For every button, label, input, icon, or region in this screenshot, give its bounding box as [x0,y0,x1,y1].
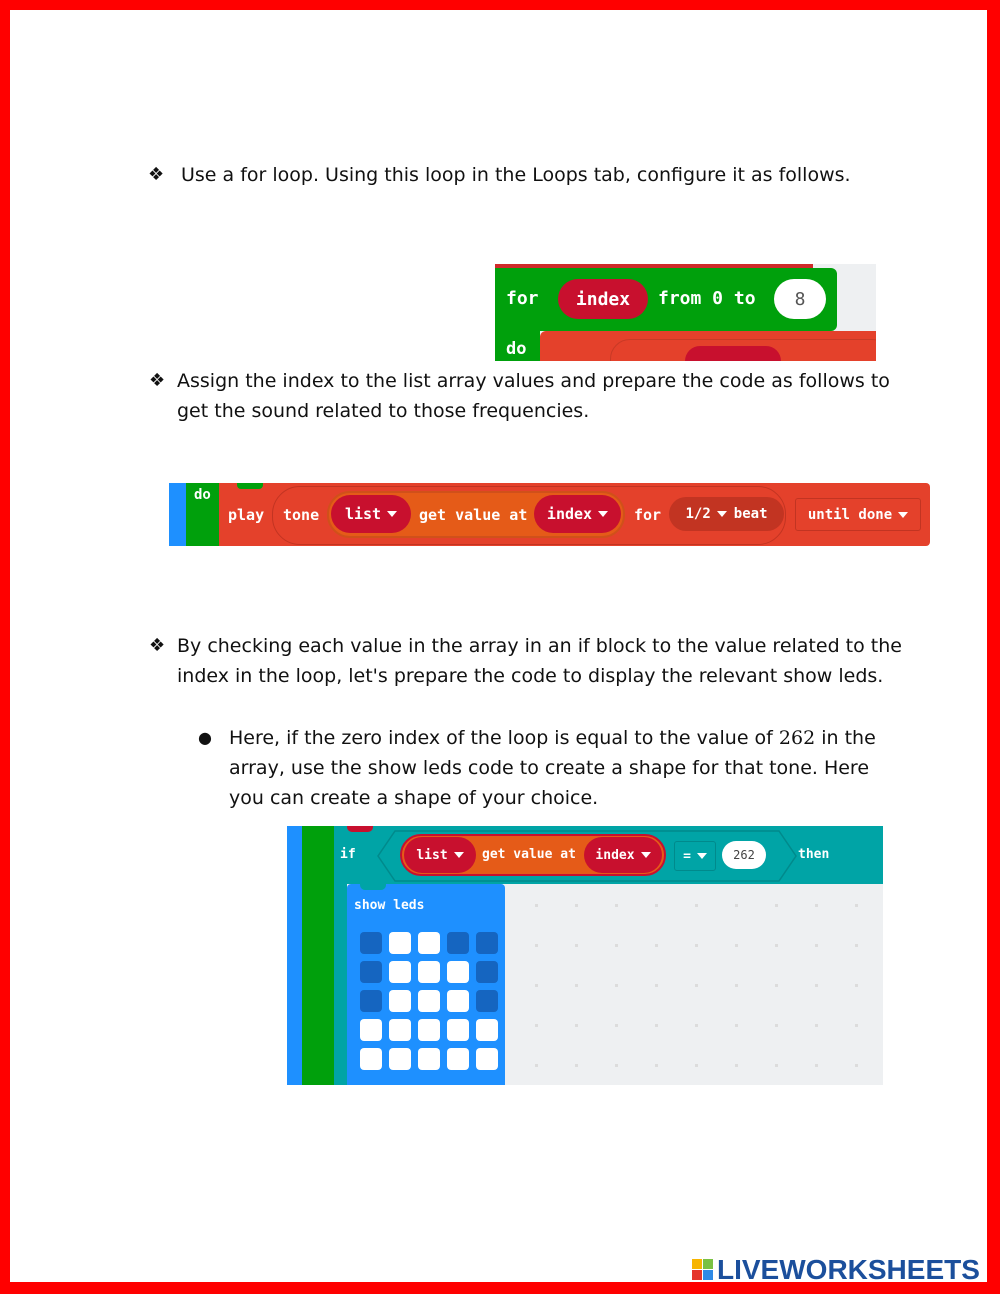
grid-dot [655,1024,658,1027]
grid-dot [695,1024,698,1027]
led-grid [360,932,500,1072]
grid-dot [855,984,858,987]
for-loop-block-image [495,264,876,361]
chevron-down-icon [697,853,707,859]
led-off[interactable] [360,932,382,954]
grid-dot [815,904,818,907]
grid-dot [655,904,658,907]
grid-dot [535,1024,538,1027]
grid-dot [615,944,618,947]
grid-dot [775,1024,778,1027]
grid-dot [695,944,698,947]
do-label: do [194,487,211,503]
led-off[interactable] [476,961,498,983]
grid-dot [735,1064,738,1067]
grid-dot [815,1024,818,1027]
led-on[interactable] [418,990,440,1012]
operator-dropdown[interactable]: = [674,841,716,871]
instruction-step-3: ❖ By checking each value in the array in an if block to the value related to the index in the loop, let's prepare the code to display the relevant show leds. [177,631,902,691]
grid-dot [775,904,778,907]
grid-dot [575,944,578,947]
grid-dot [615,1024,618,1027]
index-dropdown[interactable]: index [584,837,662,873]
led-on[interactable] [447,1048,469,1070]
grid-dot [775,944,778,947]
grid-dot [855,1024,858,1027]
if-keyword: if [340,847,356,862]
grid-dot [615,904,618,907]
index-dropdown[interactable]: index [534,495,621,533]
led-off[interactable] [476,990,498,1012]
led-on[interactable] [476,1019,498,1041]
diamond-bullet-icon: ❖ [149,370,166,391]
led-on[interactable] [476,1048,498,1070]
grid-dot [535,944,538,947]
until-done-dropdown[interactable]: until done [795,498,921,531]
instruction-step-1: ❖ Use a for loop. Using this loop in the Loops tab, configure it as follows. [181,160,851,190]
grid-dot [775,1064,778,1067]
grid-dot [855,1064,858,1067]
liveworksheets-logo-icon [692,1259,714,1281]
led-on[interactable] [389,990,411,1012]
grid-dot [815,984,818,987]
play-keyword: play [228,506,265,524]
led-on[interactable] [360,1048,382,1070]
grid-dot [815,944,818,947]
get-value-at-label: get value at [419,506,528,524]
led-on[interactable] [360,1019,382,1041]
from-to-label: from 0 to [658,288,756,309]
show-leds-label: show leds [354,898,425,913]
get-value-at-label: get value at [482,847,576,862]
grid-dot [735,944,738,947]
chevron-down-icon [598,511,608,517]
led-on[interactable] [447,990,469,1012]
grid-dot [855,904,858,907]
compare-value-field[interactable]: 262 [722,841,766,869]
grid-dot [575,904,578,907]
for-keyword: for [506,288,539,309]
list-dropdown[interactable]: list [404,837,476,873]
diamond-bullet-icon: ❖ [149,635,166,656]
grid-dot [655,1064,658,1067]
grid-dot [695,1064,698,1067]
grid-dot [695,984,698,987]
grid-dot [655,984,658,987]
grid-dot [815,1064,818,1067]
led-off[interactable] [447,932,469,954]
instruction-step-2: ❖ Assign the index to the list array values and prepare the code as follows to get the sound related to those frequencies. [177,366,890,426]
grid-dot [615,1064,618,1067]
grid-dot [615,984,618,987]
if-show-leds-block-image [287,826,883,1085]
instruction-sub-bullet: ● Here, if the zero index of the loop is equal to the value of 262 in the array, use the show leds code to create a shape for that tone. Here you can create a shape of your choice. [229,723,876,813]
grid-dot [735,1024,738,1027]
grid-dot [655,944,658,947]
beat-dropdown[interactable]: 1/2 beat [669,497,784,531]
led-on[interactable] [447,961,469,983]
grid-dot [735,904,738,907]
led-on[interactable] [418,932,440,954]
led-off[interactable] [360,990,382,1012]
grid-dot [855,944,858,947]
chevron-down-icon [898,512,908,518]
workspace-grid [505,884,883,1085]
led-on[interactable] [389,1019,411,1041]
grid-dot [575,984,578,987]
diamond-bullet-icon: ❖ [148,164,165,185]
grid-dot [775,984,778,987]
for-label: for [634,506,662,524]
list-dropdown[interactable]: list [331,495,411,533]
led-off[interactable] [360,961,382,983]
grid-dot [535,984,538,987]
led-on[interactable] [418,1048,440,1070]
led-on[interactable] [418,1019,440,1041]
chevron-down-icon [454,852,464,858]
grid-dot [535,1064,538,1067]
grid-dot [575,1024,578,1027]
then-keyword: then [798,847,830,862]
chevron-down-icon [717,511,727,517]
index-variable[interactable]: index [558,279,648,319]
to-value-field[interactable]: 8 [774,279,826,319]
liveworksheets-logo [692,1254,980,1286]
grid-dot [695,904,698,907]
chevron-down-icon [641,852,651,858]
grid-dot [535,904,538,907]
led-on[interactable] [389,1048,411,1070]
led-on[interactable] [447,1019,469,1041]
logo-text: LIVEWORKSHEETS [717,1254,980,1285]
grid-dot [735,984,738,987]
play-tone-block-image [169,483,930,546]
led-on[interactable] [389,932,411,954]
tone-keyword: tone [283,506,320,524]
chevron-down-icon [387,511,397,517]
grid-dot [575,1064,578,1067]
do-label: do [506,339,527,359]
led-on[interactable] [389,961,411,983]
bullet-dot-icon: ● [198,728,212,747]
led-off[interactable] [476,932,498,954]
led-on[interactable] [418,961,440,983]
